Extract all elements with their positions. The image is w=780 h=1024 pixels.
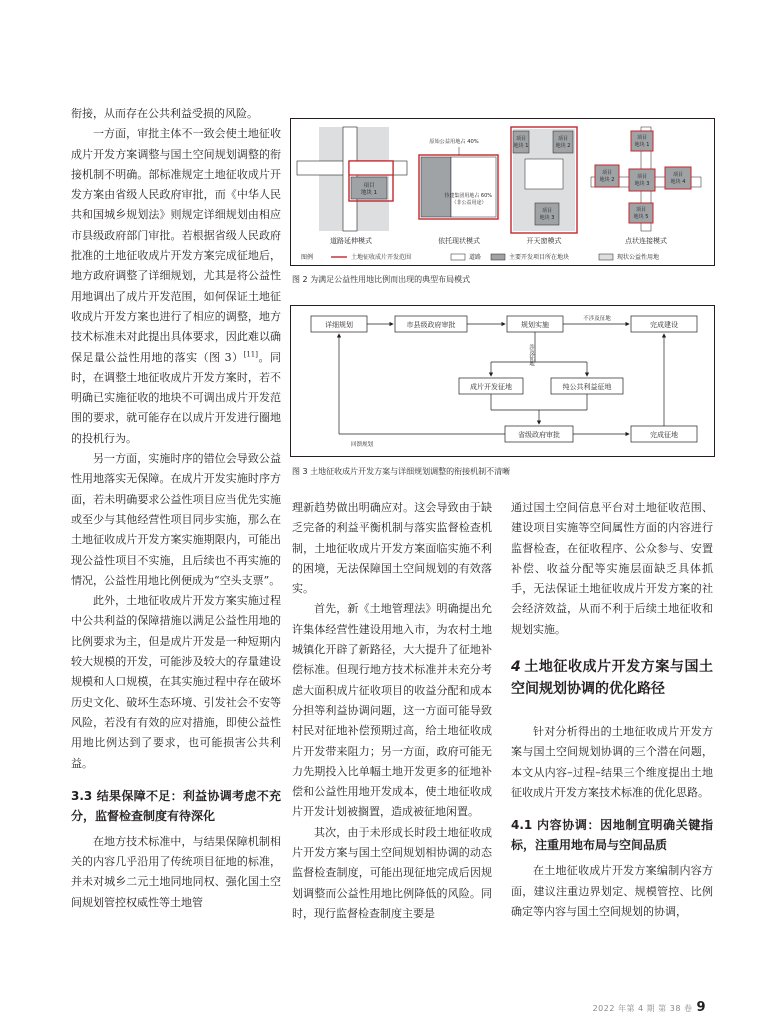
svg-text:项目: 项目 bbox=[601, 170, 613, 176]
svg-text:地块 1: 地块 1 bbox=[634, 142, 650, 148]
legend-title: 图例 bbox=[301, 254, 314, 261]
paragraph: 另一方面，实施时序的错位会导致公益性用地落实无保障。在成片开发实施时序方面，若未明确要求公益性项目应当优先实施或至少与其他经营性项目同步实施，那么在土地征收成片开发方案实施期限内，可能出现公益性项目不实施，且后续也不再实施的情况，公益性用地比例便成为“空头支票”。 bbox=[71, 452, 281, 587]
section-heading-4: 4 土地征收成片开发方案与国土空间规划协调的优化路径 bbox=[511, 659, 713, 698]
label-feedback: 回馈规划 bbox=[351, 442, 374, 448]
svg-text:项目: 项目 bbox=[672, 172, 684, 178]
svg-text:项目: 项目 bbox=[515, 136, 527, 142]
box-plan-impl: 规划实施 bbox=[521, 321, 549, 329]
label-with-levy: 涉及征地 bbox=[528, 344, 534, 366]
page-number: 9 bbox=[696, 1000, 706, 1015]
svg-text:项目: 项目 bbox=[636, 135, 648, 141]
section-heading-3-3: 3.3 结果保障不足：利益协调考虑不充分，监督检查制度有待深化 bbox=[71, 788, 281, 823]
box-chengpian: 成片开发征地 bbox=[470, 383, 512, 391]
paragraph: 此外，土地征收成片开发方案实施过程中公共利益的保障措施以满足公益性用地的比例要求为主，但是成片开发是一种短期内较大规模的开发，可能涉及较大的存量建设规模和人口规模，在其实施过程中存在破坏历史文化、破坏生态环境、引发社会不安等风险，若没有有效的应对措施，即使公益性用地比例达到了要求，也可能损害公共利益。 bbox=[71, 594, 281, 770]
figure-2-caption: 图 2 为满足公益性用地比例而出现的典型布局模式 bbox=[292, 275, 471, 284]
figure-3 bbox=[290, 305, 715, 457]
svg-text:地块 3: 地块 3 bbox=[539, 215, 555, 221]
paragraph: 针对分析得出的土地征收成片开发方案与国土空间规划协调的三个潜在问题，本文从内容–过程–结果三个维度提出土地征收成片开发方案技术标准的优化思路。 bbox=[511, 725, 713, 799]
legend-item: 土地征收成片开发范围 bbox=[351, 254, 412, 261]
label-no-levy: 不涉及征地 bbox=[583, 316, 611, 322]
legend-item: 现状公益性用地 bbox=[617, 254, 660, 261]
box-city-approval: 市县级政府审批 bbox=[406, 321, 456, 329]
box-prov-approval: 省级政府审批 bbox=[518, 431, 560, 439]
paragraph: 通过国土空间信息平台对土地征收范围、建设项目实施等空间属性方面的内容进行监督检查，在征收程序、公众参与、安置补偿、收益分配等实施层面缺乏具体抓手，无法保证土地征收成片开发方案的社会经济效益，从而不利于后续土地征收和规划实施。 bbox=[511, 501, 713, 636]
legend-item: 道路 bbox=[469, 254, 482, 261]
left-column bbox=[71, 104, 281, 913]
paragraph: 首先，新《土地管理法》明确提出允许集体经营性建设用地入市，为农村土地城镇化开辟了新路径，大大提升了征地补偿标准。但现行地方技术标准并未充分考虑大面积成片征收项目的收益分配和成本分担等利益协调问题，这一方面可能导致村民对征地补偿预期过高，给土地征收成片开发带来阻力；另一方面，政府可能无力先期投入比单幅土地开发更多的征地补偿和公益性用地开发成本，使土地征收成片开发计划被搁置，造成被征地闲置。 bbox=[292, 602, 492, 819]
figure-2 bbox=[290, 118, 715, 266]
svg-text:地块 2: 地块 2 bbox=[555, 143, 571, 149]
svg-text:项目: 项目 bbox=[541, 208, 553, 214]
paragraph: 一方面，审批主体不一致会使土地征收成片开发方案调整与国土空间规划调整的衔接机制不明确。部标准规定土地征收成片开发方案由省级人民政府审批，而《中华人民共和国城乡规划法》则规定详细规划由相应市县级政府部门审批。若根据省级人民政府批准的土地征收成片开发方案完成征地后，地方政府调整了详细规划，尤其是将公益性用地调出了成片开发范围，如何保证土地征收成片开发方案也进行了相应的调整，地方技术标准未对此提出具体要求，因此难以确保足量公益性用地的落实（图 3）[11]。同时，在调整土地征收成片开发方案时，若不明确已实施征收的地块不可调出成片开发范围的要求，就可能存在以成片开发进行圈地的投机行为。 bbox=[71, 127, 281, 445]
page-footer bbox=[593, 1000, 706, 1015]
mode-point-connection bbox=[591, 127, 701, 245]
svg-text:地块 5: 地块 5 bbox=[633, 214, 649, 220]
mode-label: 点状连接模式 bbox=[625, 237, 667, 245]
box-single-public: 纯公共利益征地 bbox=[562, 383, 612, 391]
mode-label: 依托现状模式 bbox=[438, 237, 480, 245]
legend-item: 主要开发项目所在地块 bbox=[509, 254, 570, 261]
box-detail-plan: 详细规划 bbox=[325, 321, 353, 329]
middle-column bbox=[292, 498, 492, 924]
issue-info: 2022 年第 4 期 第 38 卷 bbox=[592, 1004, 693, 1013]
box-complete-levy: 完成征地 bbox=[650, 431, 678, 439]
svg-text:项目: 项目 bbox=[635, 207, 647, 213]
section-heading-4-1: 4.1 内容协调：因地制宜明确关键指标，注重用地布局与空间品质 bbox=[511, 818, 713, 853]
figure-3-flowchart bbox=[291, 306, 714, 456]
citation: [11] bbox=[243, 349, 258, 358]
svg-text:地块 1: 地块 1 bbox=[513, 143, 529, 149]
box-complete-build: 完成建设 bbox=[650, 321, 678, 329]
paragraph: 在地方技术标准中，与结果保障机制相关的内容几乎沿用了传统项目征地的标准，并未对城乡二元土地同地同权、强化国土空间规划管控权威性等土地管 bbox=[71, 834, 281, 909]
mode-road-extension bbox=[297, 127, 407, 245]
mode2-bottom-label: 待建集团用地占 60% （非公益用途） bbox=[444, 193, 493, 206]
mode-label: 开天窗模式 bbox=[526, 237, 562, 245]
mode-label: 道路延伸模式 bbox=[330, 237, 372, 245]
svg-text:地块 3: 地块 3 bbox=[634, 181, 650, 187]
svg-text:项目: 项目 bbox=[557, 136, 569, 142]
right-column bbox=[511, 498, 713, 922]
legend bbox=[301, 253, 659, 261]
paragraph: 在土地征收成片开发方案编制内容方面，建议注重边界划定、规模管控、比例确定等内容与国土空间规划的协调， bbox=[511, 864, 713, 918]
plot-label: 项目 bbox=[363, 183, 375, 189]
mode-relying-existing bbox=[419, 137, 498, 245]
svg-text:地块 2: 地块 2 bbox=[599, 177, 615, 183]
plot-label: 地块 1 bbox=[360, 190, 378, 196]
svg-text:地块 4: 地块 4 bbox=[670, 179, 686, 185]
mode2-top-label: 原始公益用地占 40% bbox=[429, 139, 479, 145]
paragraph: 理新趋势做出明确应对。这会导致由于缺乏完备的利益平衡机制与落实监督检查机制，土地征收成片开发方案面临实施不利的困境，无法保障国土空间规划的有效落实。 bbox=[292, 501, 492, 596]
mode-skylight bbox=[511, 127, 577, 245]
figure-3-caption: 图 3 土地征收成片开发方案与详细规划调整的衔接机制不清晰 bbox=[292, 467, 511, 476]
paragraph: 衔接，从而存在公共利益受损的风险。 bbox=[71, 107, 258, 120]
svg-text:项目: 项目 bbox=[636, 174, 648, 180]
paragraph: 其次，由于未形成长时段土地征收成片开发方案与国土空间规划相协调的动态监督检查制度，可能出现征地完成后因规划调整而公益性用地比例降低的风险。同时，现行监督检查制度主要是 bbox=[292, 825, 492, 920]
figure-2-diagram bbox=[291, 119, 714, 265]
